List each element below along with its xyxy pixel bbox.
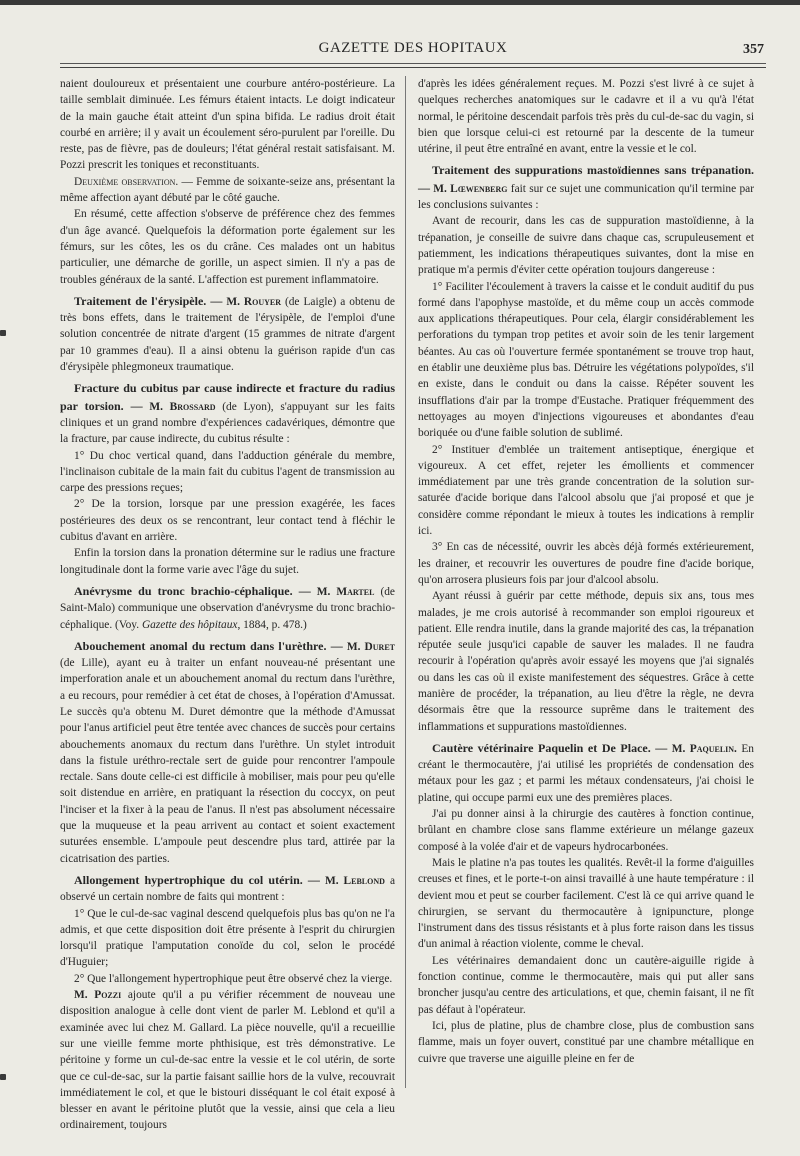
list-item: 1° Que le cul-de-sac vaginal descend quelquefois plus bas qu'on ne l'a admis, et que cette disposition doit être présente à l'esprit du chirurgien lorsqu'il pratique l'amputation conoïde du col, selon le procédé d'Huguier; bbox=[60, 907, 395, 969]
section-erysipele: Traitement de l'érysipèle. — M. Rouyer (de Laigle) a obtenu de très bons effets, dans le traitement de l'érysipèle, de l'emploi d'une solution concentrée de nitrate d'argent (15 grammes de nitrate d'argent par 10 grammes d'eau). Il a ainsi obtenu la guérison rapide d'un cas d'érysipèle phlegmoneux traumatique. bbox=[60, 293, 395, 374]
page-number: 357 bbox=[743, 42, 764, 57]
section-anevrysme: Anévrysme du tronc brachio-céphalique. — M. Martel (de Saint-Malo) communique une observation d'anévrysme du tronc brachio-céphalique. (Voy. Gazette des hôpitaux, 1884, p. 478.) bbox=[60, 583, 395, 631]
author: M. Leblond bbox=[324, 874, 385, 887]
column-divider bbox=[405, 76, 406, 1088]
paragraph: Enfin la torsion dans la pronation détermine sur le radius une fracture longitudinale dont la forme varie avec l'âge du sujet. bbox=[60, 547, 395, 576]
list-item: 1° Du choc vertical quand, dans l'adduction générale du membre, l'inclinaison cubitale de la main fait du cubitus l'agent de transmission au carpe des pressions reçues; bbox=[60, 449, 395, 495]
paragraph: En résumé, cette affection s'observe de préférence chez des femmes d'un âge avancé. Quelquefois la déformation porte également sur les fémurs, sur les côtes, les os du crâne. Ces malades ont un habitus particulier, une démarche de gorille, un aspect simien. Il n'y a pas de troubles généraux de la santé. L'affection est purement inflammatoire. bbox=[60, 208, 395, 286]
paragraph: Ici, plus de platine, plus de chambre close, plus de combustion sans flamme, mais un foyer ouvert, constitué par une chambre métallique en cuivre que traverse une aiguille pleine en fer de bbox=[418, 1019, 754, 1065]
section-allongement: Allongement hypertrophique du col utérin. — M. Leblond a observé un certain nombre de faits qui montrent : bbox=[60, 872, 395, 904]
paragraph: M. Pozzi ajoute qu'il a pu vérifier récemment de nouveau une disposition analogue à celle dont vient de parler M. Leblond et qu'il a examinée avec lui chez M. Gallard. La pièce nouvelle, qu'il a recueillie sur une vieille femme morte phthisique, est très démonstrative. Le péritoine y forme un cul-de-sac entre la vessie et le col utérin, de sorte que ce cul-de-sac, sur la partie faisant saillie hors de la vulve, recouvrait immédiatement le col, et que le bistouri disséquant le col était exposé à blesser en avant le péritoine plutôt que la vessie, ainsi que cela a lieu ordinairement, toujours bbox=[60, 989, 395, 1132]
paragraph: Les vétérinaires demandaient donc un cautère-aiguille rigide à fonction continue, comme le thermocautère, mais qui put aller sans broncher jusqu'au centre des articulations, et que, chemin faisant, il ne fît pas défaut à l'opérateur. bbox=[418, 954, 754, 1016]
top-border bbox=[0, 0, 800, 5]
paragraph: d'après les idées généralement reçues. M. Pozzi s'est livré à ce sujet à quelques recherches anatomiques sur le cadavre et il a vu qu'à l'état normal, le péritoine descendait parfois très près du cul-de-sac du vagin, si bien que lorsque celui-ci est retourné par la descente de la tumeur utérine, il peut être entraîné en avant, entre la vessie et le col. bbox=[418, 78, 754, 156]
citation: Gazette des hôpitaux bbox=[141, 618, 238, 631]
section-title: Traitement de l'érysipèle. — bbox=[74, 293, 223, 308]
author: M. Brossard bbox=[149, 400, 216, 413]
section-mastoidiennes: Traitement des suppurations mastoïdiennes sans trépanation. — M. Lœwenberg fait sur ce sujet une communication qu'il termine par les conclusions suivantes : bbox=[418, 163, 754, 212]
list-item: 1° Faciliter l'écoulement à travers la caisse et le conduit auditif du pus formé dans l'apophyse mastoïde, et du même coup un accès commode aux applications thérapeutiques. Pour cela, élargir considérablement les perforations du tympan trop petites et avoir soin de les tenir largement béantes. Au cas où l'ouverture fermée spontanément se trouve trop haut, en établir une deuxième plus bas. Détruire les végétations polypoïdes, s'il en existe, dans le conduit ou dans la caisse. Répéter souvent les insufflations d'air par la trompe d'Eustache. Pratiquer fréquemment des nettoyages au moyen d'injections vigoureuses et abondantes d'eau boriquée ou d'une faible solution de sublimé. bbox=[418, 280, 754, 440]
section-title: Abouchement anomal du rectum dans l'urèthre. — bbox=[74, 638, 343, 653]
journal-title: GAZETTE DES HOPITAUX bbox=[318, 40, 508, 56]
section-title: Traitement des suppurations mastoïdiennes sans trépanation. — bbox=[418, 163, 754, 195]
paragraph: Avant de recourir, dans les cas de suppuration mastoïdienne, à la trépanation, je conseille de suivre dans chaque cas, scrupuleusement et patiemment, les indications thérapeutiques suivantes, dont la mise en pratique m'a permis d'éviter cette opération toujours dangereuse : bbox=[418, 215, 754, 277]
paragraph: Mais le platine n'a pas toutes les qualités. Revêt-il la forme d'aiguilles creuses et fines, et le porte-t-on ainsi travaillé à une haute température : il devient mou et peut se courber facilement. C'est là ce qui arrive quand le chirurgien, se servant du thermocautère à ignipuncture, plonge l'instrument dans des tissus résistants et à plus forte raison dans les tissus d'un animal à réaction violente, comme le cheval. bbox=[418, 856, 754, 951]
author: M. Martel bbox=[316, 585, 375, 598]
left-column bbox=[60, 76, 395, 1132]
author: M. Pozzi bbox=[74, 989, 122, 1002]
scan-mark bbox=[0, 1074, 6, 1080]
section-title: Cautère vétérinaire Paquelin et De Place. — bbox=[432, 740, 668, 755]
section-title: Allongement hypertrophique du col utérin. — bbox=[74, 872, 320, 887]
author: M. Rouyer bbox=[226, 295, 281, 308]
list-item: 2° Que l'allongement hypertrophique peut être observé chez la vierge. bbox=[74, 972, 393, 985]
author: M. Duret bbox=[346, 640, 395, 653]
paragraph: naient douloureux et présentaient une courbure antéro-postérieure. La taille semblait diminuée. Les fémurs étaient intacts. Le doigt indicateur de la main gauche était atteint d'un spina bifida. Le radius droit était courbé en arrière; il y avait un écoulement séro-purulent par l'oreille. Du reste, pas de fièvre, pas de douleurs; l'état général restait satisfaisant. M. Pozzi prescrit les toniques et reconstituants. bbox=[60, 78, 395, 172]
section-cautere: Cautère vétérinaire Paquelin et De Place. — M. Paquelin. En créant le thermocautère, j'ai utilisé les propriétés de condensation des métaux pour les gaz ; et parmi les métaux condensateurs, j'ai choisi le platine, qui occupe parmi eux une des premières places. bbox=[418, 740, 754, 804]
section-title: Anévrysme du tronc brachio-céphalique. — bbox=[74, 583, 311, 598]
scan-mark bbox=[0, 330, 6, 336]
list-item: 2° Instituer d'emblée un traitement antiseptique, énergique et vigoureux. A cet effet, rejeter les émollients et commencer immédiatement par une très grande concentration de la solution sur-saturée d'acide borique dans l'alcool absolu que j'ai proposé et que je considère comme répondant le mieux à toutes les indications à remplir ici. bbox=[418, 443, 754, 538]
header-rule bbox=[60, 63, 766, 64]
paragraph: Deuxième observation. — Femme de soixante-seize ans, présentant la même affection ayant débuté par le côté gauche. bbox=[60, 175, 395, 205]
author: M. Lœwenberg bbox=[433, 182, 508, 195]
right-column bbox=[418, 76, 754, 1086]
paragraph: Ayant réussi à guérir par cette méthode, depuis six ans, tous mes malades, je me crois autorisé à recommander son emploi rigoureux et patient. Elle rendra inutile, dans la grande majorité des cas, la trépanation réputée seule jusqu'ici capable de sauver les malades. Il ne faudra recourir à l'opération qu'après avoir essayé les moyens que j'ai signalés ou dans les cas où il existe manifestement des séquestres. Grâce à cette manière de procéder, la trépanation, au lieu d'être la règle, ne devra désormais être que la ressource suprême dans le traitement des inflammations et suppurations mastoïdiennes. bbox=[418, 590, 754, 733]
observation-label: Deuxième observation. bbox=[74, 175, 179, 188]
page-header bbox=[60, 38, 766, 62]
list-item: 3° En cas de nécessité, ouvrir les abcès déjà formés extérieurement, les drainer, et recouvrir les ouvertures de poudre fine d'acide borique, qu'on arrosera plusieurs fois par jour d'alcool absolu. bbox=[418, 541, 754, 586]
section-title: Fracture du cubitus par cause indirecte et fracture du radius par torsion. — bbox=[60, 381, 395, 413]
section-abouchement: Abouchement anomal du rectum dans l'urèthre. — M. Duret (de Lille), ayant eu à traiter un enfant nouveau-né présentant une imperforation anale et un abouchement anomal du rectum dans l'urèthre, a eu recours, pour remédier à cet état de choses, à l'opération d'Amussat. Le succès qu'a obtenu M. Duret démontre que la méthode d'Amussat pour l'anus artificiel peut être tentée avec chances de succès pour certains abouchements anomaux du rectum dans l'urèthre. Un stylet introduit dans la fistule uréthro-rectale sert de guide pour rencontrer l'ampoule rectale. Sans doute celle-ci est difficile à mobiliser, mais pour peu qu'elle soit distendue en arrière, en pratiquant la résection du coccyx, on peut l'inciser et la fixer à la peau de l'anus. Il n'est pas absolument nécessaire que la muqueuse et la peau arrivent au contact et soient exactement suturées ensemble. L'ampoule peut descendre plus tard, attirée par la cicatrisation des parties. bbox=[60, 638, 395, 865]
list-item: 2° De la torsion, lorsque par une pression exagérée, les faces postérieures des deux os se rencontrant, leur contact tend à fléchir le cubitus d'avant en arrière. bbox=[60, 498, 395, 544]
header-rule bbox=[60, 67, 766, 68]
author: M. Paquelin. bbox=[671, 742, 737, 755]
paragraph: J'ai pu donner ainsi à la chirurgie des cautères à fonction continue, brûlant en chambre close sans flamme extérieure un mélange gazeux composé à la volée d'air et de vapeurs hydrocarbonées. bbox=[418, 808, 754, 853]
section-fracture: Fracture du cubitus par cause indirecte et fracture du radius par torsion. — M. Brossard (de Lyon), s'appuyant sur les faits cliniques et un grand nombre d'expériences cadavériques, démontre que la fracture, par cause indirecte, du cubitus résulte : bbox=[60, 381, 395, 446]
